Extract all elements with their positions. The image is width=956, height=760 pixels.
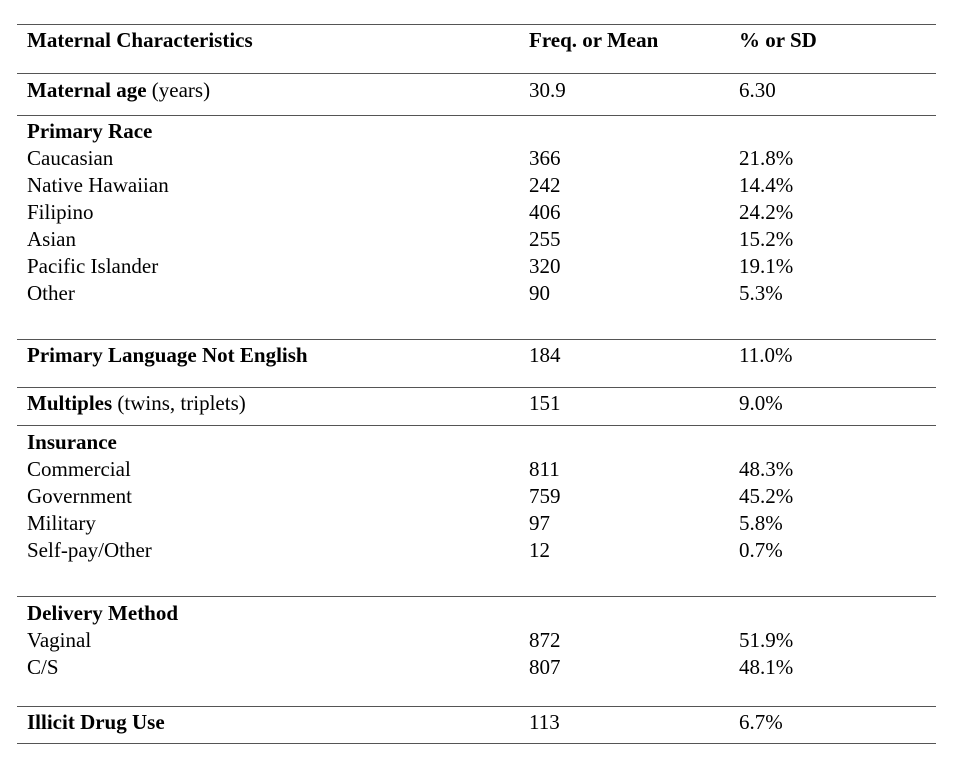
- delivery-row-value: 872: [529, 628, 561, 652]
- multiples-label-bold: Multiples: [27, 391, 113, 415]
- race-row-value: 320: [529, 254, 561, 278]
- primary-language-pct: 11.0%: [739, 343, 793, 367]
- row-divider: [17, 115, 936, 116]
- illicit-drug-pct: 6.7%: [739, 710, 783, 734]
- header-characteristics: Maternal Characteristics: [27, 28, 253, 52]
- insurance-row-pct: 5.8%: [739, 511, 783, 535]
- delivery-method-heading: Delivery Method: [27, 601, 179, 625]
- maternal-age-label: [27, 77, 210, 104]
- table-top-rule: [17, 24, 936, 25]
- maternal-age-sd: 6.30: [739, 78, 776, 102]
- insurance-row-value: 97: [529, 511, 550, 535]
- delivery-row-value: 807: [529, 655, 561, 679]
- insurance-row-value: 811: [529, 457, 560, 481]
- insurance-row-value: 759: [529, 484, 561, 508]
- insurance-row-label: Government: [27, 484, 132, 508]
- illicit-drug-label: Illicit Drug Use: [27, 710, 165, 734]
- race-row-pct: 15.2%: [739, 227, 794, 251]
- delivery-row-label: Vaginal: [27, 628, 92, 652]
- insurance-labels: [27, 456, 152, 564]
- insurance-row-value: 12: [529, 538, 550, 562]
- race-row-pct: 5.3%: [739, 281, 783, 305]
- primary-language-label: Primary Language Not English: [27, 343, 308, 367]
- row-divider: [17, 706, 936, 707]
- race-row-label: Asian: [27, 227, 76, 251]
- insurance-row-label: Self-pay/Other: [27, 538, 152, 562]
- header-bottom-rule: [17, 73, 936, 74]
- delivery-method-labels: [27, 627, 91, 681]
- insurance-values: [529, 456, 561, 564]
- primary-race-values: [529, 145, 561, 307]
- row-divider: [17, 596, 936, 597]
- insurance-row-label: Military: [27, 511, 96, 535]
- race-row-pct: 14.4%: [739, 173, 794, 197]
- table-bottom-rule: [17, 743, 936, 744]
- row-divider: [17, 387, 936, 388]
- delivery-row-pct: 51.9%: [739, 628, 794, 652]
- insurance-percents: [739, 456, 793, 564]
- race-row-label: Native Hawaiian: [27, 173, 169, 197]
- race-row-value: 90: [529, 281, 550, 305]
- delivery-row-label: C/S: [27, 655, 59, 679]
- insurance-row-label: Commercial: [27, 457, 131, 481]
- race-row-label: Other: [27, 281, 75, 305]
- primary-race-labels: [27, 145, 169, 307]
- insurance-row-pct: 0.7%: [739, 538, 783, 562]
- race-row-pct: 24.2%: [739, 200, 794, 224]
- multiples-value: 151: [529, 391, 561, 415]
- maternal-age-label-unit: (years): [146, 78, 211, 102]
- multiples-pct: 9.0%: [739, 391, 783, 415]
- primary-language-value: 184: [529, 343, 561, 367]
- primary-race-heading: Primary Race: [27, 119, 153, 143]
- insurance-row-pct: 45.2%: [739, 484, 794, 508]
- race-row-value: 406: [529, 200, 561, 224]
- race-row-label: Pacific Islander: [27, 254, 159, 278]
- row-divider: [17, 425, 936, 426]
- maternal-age-value: 30.9: [529, 78, 566, 102]
- multiples-label: [27, 390, 246, 417]
- race-row-label: Caucasian: [27, 146, 114, 170]
- race-row-pct: 19.1%: [739, 254, 794, 278]
- illicit-drug-value: 113: [529, 710, 560, 734]
- race-row-pct: 21.8%: [739, 146, 794, 170]
- race-row-value: 242: [529, 173, 561, 197]
- insurance-row-pct: 48.3%: [739, 457, 794, 481]
- primary-race-percents: [739, 145, 793, 307]
- delivery-method-percents: [739, 627, 793, 681]
- multiples-label-note: (twins, triplets): [112, 391, 246, 415]
- race-row-value: 366: [529, 146, 561, 170]
- row-divider: [17, 339, 936, 340]
- race-row-value: 255: [529, 227, 561, 251]
- delivery-row-pct: 48.1%: [739, 655, 794, 679]
- maternal-age-label-bold: Maternal age: [27, 78, 147, 102]
- insurance-heading: Insurance: [27, 430, 117, 454]
- header-pct-sd: % or SD: [739, 28, 817, 52]
- delivery-method-values: [529, 627, 561, 681]
- header-freq-mean: Freq. or Mean: [529, 28, 659, 52]
- race-row-label: Filipino: [27, 200, 94, 224]
